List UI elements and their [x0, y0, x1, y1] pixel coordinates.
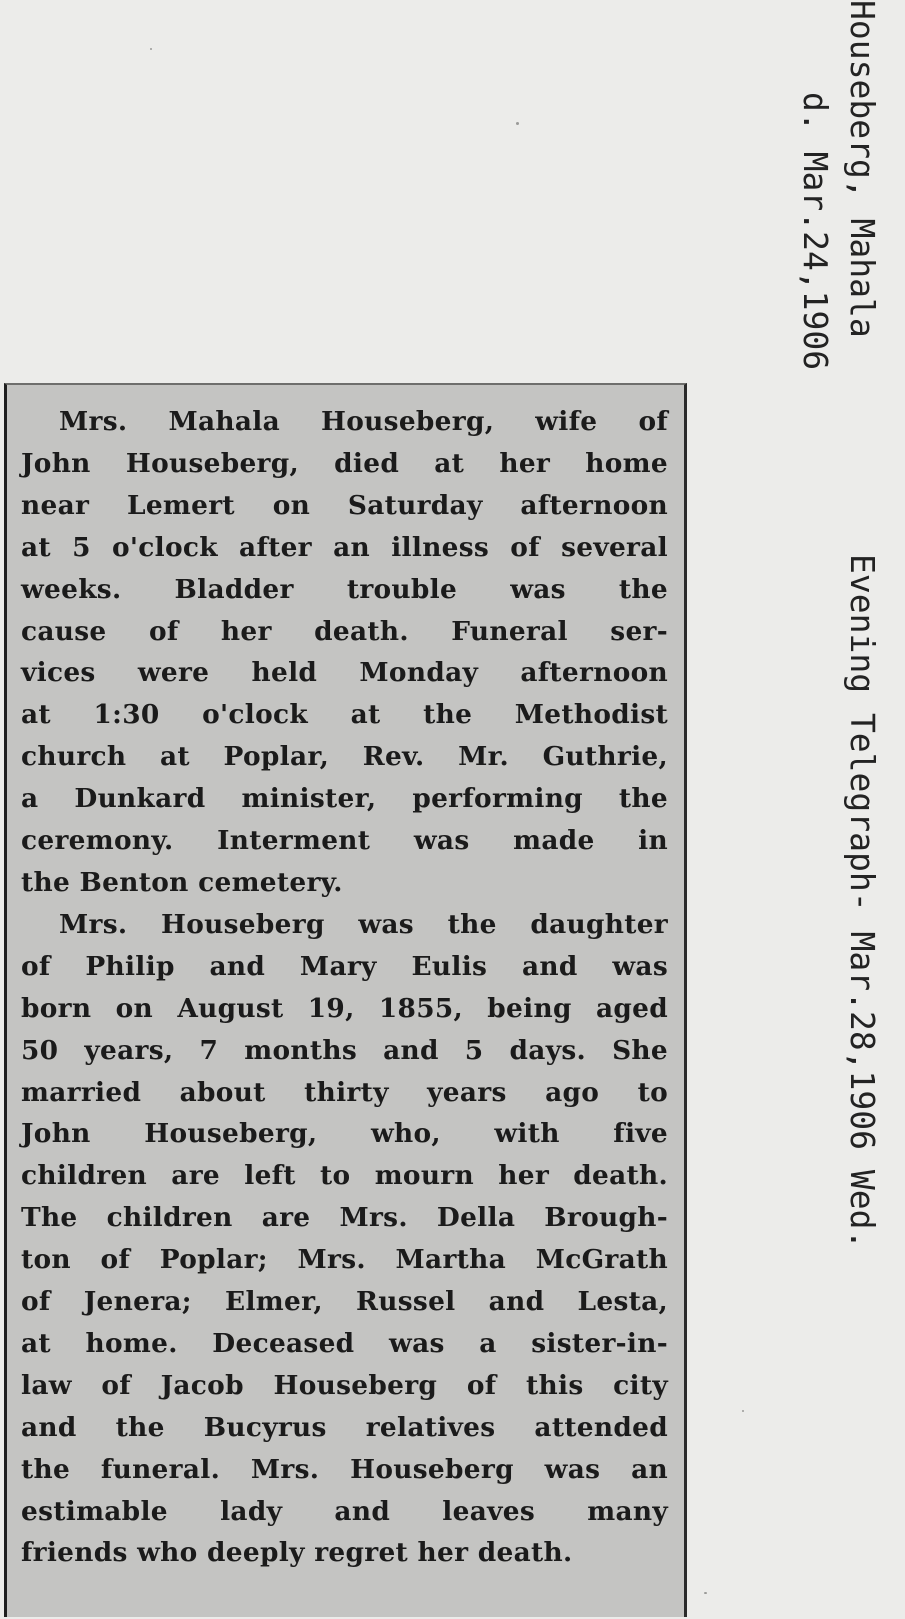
text-line: children are left to mourn her death.: [21, 1160, 668, 1192]
newspaper-clipping: [4, 383, 687, 1617]
text-line: and the Bucyrus relatives attended: [21, 1411, 668, 1443]
text-line: vices were held Monday afternoon: [21, 657, 668, 689]
text-line: 50 years, 7 months and 5 days. She: [21, 1034, 668, 1066]
text-line: at 1:30 o'clock at the Methodist: [21, 699, 668, 731]
obituary-paragraph-2: [21, 904, 668, 1575]
text-line: John Houseberg, died at her home: [21, 447, 668, 479]
text-line: church at Poplar, Rev. Mr. Guthrie,: [21, 741, 668, 773]
paper-speck: [150, 48, 152, 50]
annotation-source: Evening Telegraph- Mar.28,1906 Wed.: [843, 554, 882, 1250]
text-line: weeks. Bladder trouble was the: [21, 573, 668, 605]
text-line: ton of Poplar; Mrs. Martha McGrath: [21, 1244, 668, 1276]
text-line: the funeral. Mrs. Houseberg was an: [21, 1453, 668, 1485]
text-line: near Lemert on Saturday afternoon: [21, 489, 668, 521]
text-line: at home. Deceased was a sister-in-: [21, 1327, 668, 1359]
text-line: friends who deeply regret her death.: [21, 1537, 573, 1569]
annotation-name: Houseberg, Mahala: [843, 0, 882, 338]
text-line: the Benton cemetery.: [21, 866, 343, 898]
text-line: ceremony. Interment was made in: [21, 825, 668, 857]
text-line: John Houseberg, who, with five: [21, 1118, 668, 1150]
paper-speck: [516, 122, 519, 125]
text-line: a Dunkard minister, performing the: [21, 783, 668, 815]
text-line: law of Jacob Houseberg of this city: [21, 1369, 668, 1401]
text-line: The children are Mrs. Della Brough-: [21, 1202, 668, 1234]
text-line: of Philip and Mary Eulis and was: [21, 950, 668, 982]
text-line: cause of her death. Funeral ser-: [21, 615, 668, 647]
paper-speck: [742, 1410, 744, 1412]
obituary-paragraph-1: [21, 401, 668, 904]
annotation-death-date: d. Mar.24,1906: [796, 92, 835, 371]
text-line: at 5 o'clock after an illness of several: [21, 531, 668, 563]
text-line: married about thirty years ago to: [21, 1076, 668, 1108]
text-line: estimable lady and leaves many: [21, 1495, 668, 1527]
text-line: Mrs. Houseberg was the daughter: [59, 908, 668, 940]
text-line: born on August 19, 1855, being aged: [21, 992, 668, 1024]
text-line: of Jenera; Elmer, Russel and Lesta,: [21, 1286, 668, 1318]
text-line: Mrs. Mahala Houseberg, wife of: [59, 406, 668, 437]
paper-speck: [704, 1592, 707, 1594]
